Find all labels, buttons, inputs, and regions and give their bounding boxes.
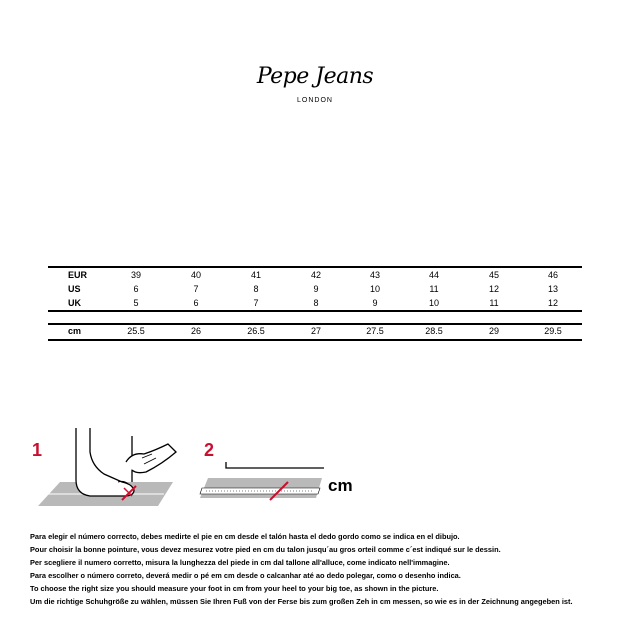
brand-location: LONDON (297, 97, 333, 104)
brand-logo (255, 64, 375, 114)
table-cell: 12 (488, 284, 499, 294)
ruler-illustration (196, 460, 326, 506)
table-row-uk (48, 296, 582, 310)
hand-outline (126, 444, 176, 473)
table-mid-rule (48, 310, 582, 312)
table-cell: 10 (428, 298, 439, 308)
table-row-eur (48, 268, 582, 282)
table-cell: 6 (193, 298, 199, 308)
table-cell: 29 (488, 326, 499, 336)
table-cell: 6 (133, 284, 139, 294)
wall-corner (226, 462, 324, 468)
table-cell: 7 (193, 284, 199, 294)
table-cell: 41 (250, 270, 261, 280)
table-cell: 13 (547, 284, 558, 294)
table-cell: 10 (369, 284, 380, 294)
table-cell: 5 (133, 298, 139, 308)
table-cell: 44 (428, 270, 439, 280)
table-cell: 28.5 (425, 326, 443, 336)
foot-measure-illustration (28, 422, 188, 514)
step-2-number: 2 (204, 440, 215, 460)
table-cell: 40 (190, 270, 201, 280)
table-cell: 11 (429, 284, 439, 294)
row-label: UK (68, 298, 81, 308)
step-1-number: 1 (32, 440, 43, 460)
row-label: cm (68, 326, 82, 336)
unit-label: cm (328, 476, 353, 495)
table-cell: 26 (190, 326, 201, 336)
table-cell: 11 (489, 298, 499, 308)
table-row-cm (48, 324, 582, 338)
table-cell: 45 (488, 270, 499, 280)
table-cell: 29.5 (544, 326, 562, 336)
foot-outline (76, 428, 134, 496)
instruction-en: To choose the right size you should measure your foot in cm from your heel to your big toe, as shown in the picture. (30, 584, 439, 593)
instruction-fr: Pour choisir la bonne pointure, vous devez mesurez votre pied en cm du talon jusqu´au gros orteil comme c´est indiqué sur le dessin. (30, 545, 501, 554)
instruction-pt: Para escolher o número correto, deverá medir o pé em cm desde o calcanhar até ao dedo polegar, como o desenho indica. (30, 571, 461, 580)
brand-name: Pepe Jeans (256, 64, 374, 89)
table-cell: 26.5 (247, 326, 265, 336)
table-cell: 9 (372, 298, 378, 308)
table-cell: 12 (547, 298, 558, 308)
table-bottom-rule (48, 339, 582, 341)
table-cell: 8 (253, 284, 259, 294)
table-cell: 43 (369, 270, 380, 280)
table-cell: 39 (130, 270, 141, 280)
row-label: EUR (68, 270, 88, 280)
table-cell: 27 (310, 326, 321, 336)
row-label: US (68, 284, 81, 294)
instruction-de: Um die richtige Schuhgröße zu wählen, müssen Sie Ihren Fuß von der Ferse bis zum großen Zeh in cm messen, so wie es in der Zeichnung angegeben ist. (30, 597, 573, 606)
table-row-us (48, 282, 582, 296)
instructions-block (30, 530, 620, 608)
table-cell: 27.5 (366, 326, 384, 336)
instruction-es: Para elegir el número correcto, debes medirte el pie en cm desde el talón hasta el dedo gordo como se indica en el dibujo. (30, 532, 460, 541)
table-cell: 7 (253, 298, 259, 308)
table-cell: 9 (313, 284, 319, 294)
table-cell: 42 (310, 270, 321, 280)
table-cell: 46 (547, 270, 558, 280)
instruction-it: Per scegliere il numero corretto, misura la lunghezza del piede in cm dal tallone all'alluce, come indicato nell'immagine. (30, 558, 450, 567)
table-cell: 8 (313, 298, 319, 308)
table-cell: 25.5 (127, 326, 145, 336)
